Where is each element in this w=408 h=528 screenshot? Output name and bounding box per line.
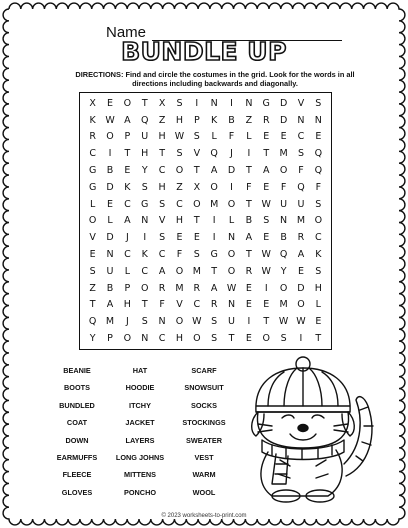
grid-letter[interactable]: N bbox=[314, 114, 322, 126]
grid-letter[interactable]: S bbox=[193, 131, 200, 143]
grid-letter[interactable]: G bbox=[262, 97, 270, 109]
grid-letter[interactable]: E bbox=[176, 232, 183, 244]
grid-letter[interactable]: M bbox=[175, 282, 184, 294]
word-list-item: FLEECE bbox=[62, 470, 92, 480]
grid-letter[interactable]: L bbox=[246, 131, 252, 143]
grid-letter[interactable]: S bbox=[315, 265, 322, 277]
grid-letter[interactable]: N bbox=[141, 333, 149, 345]
grid-letter[interactable]: G bbox=[88, 181, 97, 193]
grid-letter[interactable]: O bbox=[297, 299, 305, 311]
grid-letter[interactable]: N bbox=[106, 249, 114, 261]
word-list-item: PONCHO bbox=[123, 487, 157, 497]
grid-letter[interactable]: W bbox=[105, 114, 115, 126]
grid-letter[interactable]: M bbox=[105, 316, 115, 328]
grid-letter[interactable]: H bbox=[158, 181, 166, 193]
grid-letter[interactable]: E bbox=[263, 299, 270, 311]
grid-letter[interactable]: L bbox=[124, 265, 131, 277]
grid-letter[interactable]: N bbox=[210, 97, 218, 109]
grid-letter[interactable]: C bbox=[193, 299, 201, 311]
grid-letter[interactable]: T bbox=[124, 148, 131, 160]
grid-letter[interactable]: Z bbox=[158, 114, 166, 126]
grid-letter[interactable]: O bbox=[175, 165, 184, 177]
word-list-item: GLOVES bbox=[61, 487, 93, 497]
grid-letter[interactable]: S bbox=[315, 198, 322, 210]
grid-letter[interactable]: D bbox=[279, 114, 288, 126]
grid-letter[interactable]: T bbox=[228, 333, 235, 345]
grid-letter[interactable]: W bbox=[261, 265, 271, 277]
grid-letter[interactable]: I bbox=[299, 333, 303, 345]
grid-letter[interactable]: Y bbox=[89, 333, 96, 345]
grid-letter[interactable]: T bbox=[141, 97, 148, 109]
grid-letter[interactable]: O bbox=[262, 333, 270, 345]
directions-text: DIRECTIONS: Find and circle the costumes in the grid. Look for the words in all directions including backwards and diagonally. bbox=[75, 70, 355, 88]
grid-letter[interactable]: E bbox=[89, 249, 96, 261]
grid-letter[interactable]: F bbox=[298, 165, 304, 177]
grid-letter[interactable]: C bbox=[124, 198, 131, 210]
grid-letter[interactable]: O bbox=[210, 181, 218, 193]
grid-letter[interactable]: C bbox=[158, 165, 166, 177]
grid-letter[interactable]: H bbox=[175, 215, 184, 227]
grid-letter[interactable]: V bbox=[176, 299, 183, 311]
word-list-item: BUNDLED bbox=[59, 400, 95, 410]
grid-letter[interactable]: O bbox=[227, 249, 236, 261]
grid-letter[interactable]: E bbox=[245, 282, 252, 294]
grid-letter[interactable]: D bbox=[227, 165, 236, 177]
grid-letter[interactable]: H bbox=[158, 131, 166, 143]
grid-letter[interactable]: S bbox=[176, 97, 183, 109]
grid-letter[interactable]: T bbox=[245, 165, 252, 177]
grid-letter[interactable]: T bbox=[263, 316, 270, 328]
grid-letter[interactable]: X bbox=[89, 97, 96, 109]
grid-letter[interactable]: A bbox=[106, 299, 114, 311]
grid-letter[interactable]: K bbox=[141, 249, 148, 261]
grid-letter[interactable]: C bbox=[158, 249, 166, 261]
grid-letter[interactable]: O bbox=[123, 333, 132, 345]
grid-letter[interactable]: B bbox=[280, 232, 287, 244]
grid-letter[interactable]: P bbox=[193, 114, 200, 126]
word-list-item: SWEATER bbox=[186, 435, 222, 445]
grid-letter[interactable]: R bbox=[262, 114, 270, 126]
grid-letter[interactable]: I bbox=[212, 215, 216, 227]
grid-letter[interactable]: R bbox=[89, 131, 96, 143]
grid-letter[interactable]: Z bbox=[176, 181, 183, 193]
grid-letter[interactable]: J bbox=[125, 316, 129, 328]
grid-letter[interactable]: H bbox=[123, 299, 131, 311]
grid-letter[interactable]: B bbox=[245, 215, 253, 227]
grid-letter[interactable]: O bbox=[193, 333, 201, 345]
word-list-item: JACKET bbox=[125, 418, 155, 428]
grid-letter[interactable]: F bbox=[280, 181, 287, 193]
grid-letter[interactable]: W bbox=[261, 198, 271, 210]
grid-letter[interactable]: E bbox=[297, 265, 304, 277]
grid-letter[interactable]: S bbox=[315, 97, 322, 109]
grid-letter[interactable]: S bbox=[280, 333, 287, 345]
grid-letter[interactable]: W bbox=[261, 249, 271, 261]
grid-letter[interactable]: E bbox=[263, 181, 270, 193]
grid-letter[interactable]: M bbox=[279, 299, 288, 311]
grid-letter[interactable]: R bbox=[193, 282, 201, 294]
word-list-item: VEST bbox=[194, 452, 214, 462]
grid-letter[interactable]: A bbox=[210, 165, 218, 177]
grid-letter[interactable]: A bbox=[245, 232, 253, 244]
grid-letter[interactable]: L bbox=[90, 198, 96, 210]
grid-letter[interactable]: Y bbox=[141, 165, 148, 177]
grid-letter[interactable]: W bbox=[226, 282, 237, 294]
grid-letter[interactable]: C bbox=[176, 198, 183, 210]
grid-letter[interactable]: S bbox=[141, 316, 148, 328]
grid-letter[interactable]: O bbox=[106, 131, 114, 143]
word-list-item: SNOWSUIT bbox=[184, 383, 224, 393]
word-list-item: SCARF bbox=[191, 366, 217, 375]
grid-letter[interactable]: E bbox=[315, 131, 322, 143]
grid-letter[interactable]: S bbox=[263, 215, 270, 227]
grid-letter[interactable]: I bbox=[195, 97, 199, 109]
grid-letter[interactable]: B bbox=[106, 165, 114, 177]
grid-letter[interactable]: F bbox=[315, 181, 322, 193]
grid-letter[interactable]: X bbox=[158, 97, 166, 109]
grid-letter[interactable]: S bbox=[89, 265, 96, 277]
grid-letter[interactable]: V bbox=[158, 215, 166, 227]
grid-letter[interactable]: L bbox=[315, 299, 321, 311]
grid-letter[interactable]: Q bbox=[141, 114, 149, 126]
grid-letter[interactable]: N bbox=[227, 299, 236, 311]
word-search-grid[interactable] bbox=[79, 92, 332, 350]
grid-letter[interactable]: S bbox=[176, 148, 183, 160]
grid-letter[interactable]: K bbox=[315, 249, 322, 261]
grid-letter[interactable]: T bbox=[315, 333, 322, 345]
grid-letter[interactable]: W bbox=[192, 316, 202, 328]
grid-letter[interactable]: Z bbox=[245, 114, 253, 126]
grid-letter[interactable]: S bbox=[193, 249, 200, 261]
grid-letter[interactable]: B bbox=[106, 282, 114, 294]
grid-letter[interactable]: M bbox=[279, 148, 288, 160]
grid-letter[interactable]: Z bbox=[89, 282, 96, 294]
grid-letter[interactable]: I bbox=[230, 181, 233, 193]
grid-letter[interactable]: U bbox=[297, 198, 305, 210]
grid-letter[interactable]: A bbox=[262, 165, 270, 177]
grid-letter[interactable]: I bbox=[247, 316, 251, 328]
grid-letter[interactable]: E bbox=[280, 131, 287, 143]
grid-letter[interactable]: G bbox=[210, 249, 218, 261]
word-list-item: LONG JOHNS bbox=[115, 452, 165, 462]
grid-letter[interactable]: L bbox=[228, 215, 235, 227]
grid-letter[interactable]: I bbox=[247, 148, 251, 160]
grid-letter[interactable]: W bbox=[174, 131, 185, 143]
page-title: BUNDLE UP bbox=[121, 37, 287, 66]
grid-letter[interactable]: C bbox=[315, 232, 322, 244]
grid-letter[interactable]: V bbox=[89, 232, 96, 244]
grid-letter[interactable]: G bbox=[88, 165, 97, 177]
grid-letter[interactable]: N bbox=[297, 114, 305, 126]
grid-letter[interactable]: E bbox=[193, 232, 200, 244]
word-list-item: HOODIE bbox=[125, 383, 155, 393]
word-list bbox=[46, 362, 236, 501]
grid-letter[interactable]: E bbox=[263, 131, 270, 143]
grid-letter[interactable]: K bbox=[211, 114, 218, 126]
grid-letter[interactable]: O bbox=[227, 265, 236, 277]
grid-letter[interactable]: U bbox=[141, 131, 149, 143]
grid-letter[interactable]: I bbox=[108, 148, 112, 160]
grid-letter[interactable]: Q bbox=[279, 249, 288, 261]
grid-letter[interactable]: S bbox=[211, 316, 218, 328]
grid-letter[interactable]: M bbox=[192, 265, 201, 277]
grid-letter[interactable]: M bbox=[210, 198, 219, 210]
grid-letter[interactable]: V bbox=[193, 148, 201, 160]
grid-letter[interactable]: N bbox=[158, 316, 166, 328]
grid-letter[interactable]: I bbox=[143, 232, 147, 244]
grid-letter[interactable]: C bbox=[141, 265, 149, 277]
grid-letter[interactable]: K bbox=[124, 181, 131, 193]
grid-letter[interactable]: F bbox=[246, 181, 252, 193]
word-list-item: COAT bbox=[66, 418, 88, 428]
grid-letter[interactable]: W bbox=[278, 316, 289, 328]
grid-letter[interactable]: X bbox=[193, 181, 201, 193]
grid-letter[interactable]: T bbox=[245, 198, 252, 210]
grid-letter[interactable]: N bbox=[227, 232, 236, 244]
grid-letter[interactable]: Q bbox=[314, 165, 323, 177]
word-list-item: WARM bbox=[192, 470, 216, 480]
grid-letter[interactable]: P bbox=[124, 282, 131, 294]
grid-letter[interactable]: P bbox=[107, 333, 113, 345]
grid-letter[interactable]: I bbox=[212, 232, 216, 244]
grid-letter[interactable]: I bbox=[230, 97, 233, 109]
grid-letter[interactable]: T bbox=[89, 299, 96, 311]
copyright-text: © 2023 worksheets-to-print.com bbox=[161, 513, 247, 519]
grid-letter[interactable]: A bbox=[210, 282, 218, 294]
grid-letter[interactable]: D bbox=[279, 97, 288, 109]
grid-letter[interactable]: A bbox=[124, 215, 131, 227]
grid-letter[interactable]: O bbox=[88, 215, 97, 227]
word-list-item: WOOL bbox=[192, 487, 216, 497]
word-list-item: ITCHY bbox=[129, 400, 151, 410]
grid-letter[interactable]: O bbox=[141, 282, 149, 294]
grid-letter[interactable]: J bbox=[125, 232, 129, 244]
grid-letter[interactable]: D bbox=[106, 181, 114, 193]
grid-letter[interactable]: U bbox=[106, 265, 114, 277]
grid-letter[interactable]: H bbox=[175, 114, 184, 126]
grid-letter[interactable]: A bbox=[297, 249, 305, 261]
grid-letter[interactable]: T bbox=[263, 148, 270, 160]
grid-letter[interactable]: E bbox=[263, 232, 270, 244]
grid-letter[interactable]: N bbox=[280, 215, 288, 227]
name-label: Name bbox=[106, 24, 147, 41]
grid-letter[interactable]: C bbox=[124, 249, 131, 261]
grid-letter[interactable]: F bbox=[228, 131, 235, 143]
grid-letter[interactable]: J bbox=[230, 148, 233, 160]
grid-letter[interactable]: W bbox=[296, 316, 306, 328]
grid-letter[interactable]: P bbox=[124, 131, 131, 143]
grid-letter[interactable]: I bbox=[264, 282, 268, 294]
grid-letter[interactable]: T bbox=[193, 165, 200, 177]
grid-letter[interactable]: A bbox=[158, 265, 166, 277]
grid-letter[interactable]: Q bbox=[210, 148, 218, 160]
grid-letter[interactable]: U bbox=[228, 316, 235, 328]
grid-letter[interactable]: L bbox=[211, 131, 217, 143]
grid-letter[interactable]: E bbox=[245, 333, 252, 345]
grid-letter[interactable]: O bbox=[175, 265, 184, 277]
word-list-item: SOCKS bbox=[191, 400, 217, 410]
grid-letter[interactable]: O bbox=[193, 198, 201, 210]
grid-letter[interactable]: V bbox=[297, 97, 305, 109]
word-list-item: EARMUFFS bbox=[56, 452, 98, 462]
grid-letter[interactable]: F bbox=[159, 299, 165, 311]
grid-letter[interactable]: S bbox=[297, 148, 304, 160]
grid-letter[interactable]: Q bbox=[297, 181, 305, 193]
grid-letter[interactable]: D bbox=[297, 282, 305, 294]
grid-letter[interactable]: H bbox=[314, 282, 322, 294]
grid-letter[interactable]: E bbox=[107, 97, 114, 109]
grid-letter[interactable]: T bbox=[193, 215, 200, 227]
grid-letter[interactable]: T bbox=[141, 299, 148, 311]
grid-letter[interactable]: R bbox=[158, 282, 166, 294]
grid-letter[interactable]: N bbox=[245, 97, 253, 109]
grid-letter[interactable]: G bbox=[141, 198, 149, 210]
word-list-item: MITTENS bbox=[123, 470, 157, 480]
grid-letter[interactable]: N bbox=[141, 215, 149, 227]
grid-letter[interactable]: O bbox=[279, 165, 288, 177]
grid-letter[interactable]: S bbox=[159, 232, 166, 244]
grid-letter[interactable]: T bbox=[159, 148, 165, 160]
grid-letter[interactable]: O bbox=[175, 316, 184, 328]
grid-letter[interactable]: C bbox=[158, 333, 166, 345]
grid-letter[interactable]: H bbox=[141, 148, 149, 160]
grid-letter[interactable]: O bbox=[279, 282, 288, 294]
grid-letter[interactable]: L bbox=[107, 215, 113, 227]
grid-letter[interactable]: Q bbox=[314, 148, 323, 160]
grid-letter[interactable]: K bbox=[89, 114, 96, 126]
grid-letter[interactable]: Y bbox=[280, 265, 287, 277]
grid-letter[interactable]: C bbox=[89, 148, 96, 160]
grid-letter[interactable]: F bbox=[176, 249, 183, 261]
grid-letter[interactable]: B bbox=[228, 114, 235, 126]
grid-letter[interactable]: E bbox=[107, 198, 114, 210]
grid-letter[interactable]: D bbox=[106, 232, 114, 244]
grid-letter[interactable]: H bbox=[175, 333, 184, 345]
grid-letter[interactable]: O bbox=[227, 198, 236, 210]
grid-letter[interactable]: E bbox=[124, 165, 131, 177]
grid-letter[interactable]: C bbox=[297, 131, 305, 143]
grid-letter[interactable]: S bbox=[141, 181, 148, 193]
word-list-item: STOCKINGS bbox=[182, 418, 226, 428]
word-list-item: BOOTS bbox=[64, 383, 90, 393]
grid-letter[interactable]: O bbox=[123, 97, 132, 109]
grid-letter[interactable]: U bbox=[280, 198, 288, 210]
grid-letter[interactable]: E bbox=[315, 316, 322, 328]
grid-letter[interactable]: S bbox=[211, 333, 218, 345]
grid-letter[interactable]: M bbox=[296, 215, 306, 227]
grid-letter[interactable]: R bbox=[245, 265, 253, 277]
grid-letter[interactable]: Q bbox=[88, 316, 97, 328]
grid-letter[interactable]: S bbox=[159, 198, 166, 210]
word-list-item: DOWN bbox=[65, 435, 89, 445]
word-list-item: LAYERS bbox=[125, 435, 155, 445]
grid-letter[interactable]: R bbox=[297, 232, 305, 244]
word-list-item: HAT bbox=[132, 366, 148, 375]
grid-letter[interactable]: O bbox=[314, 215, 323, 227]
grid-letter[interactable]: R bbox=[210, 299, 218, 311]
word-list-item: BEANIE bbox=[63, 366, 91, 375]
grid-letter[interactable]: A bbox=[124, 114, 131, 126]
tiger-illustration bbox=[228, 356, 388, 506]
grid-letter[interactable]: T bbox=[211, 265, 218, 277]
grid-letter[interactable]: T bbox=[245, 249, 252, 261]
grid-letter[interactable]: E bbox=[245, 299, 252, 311]
